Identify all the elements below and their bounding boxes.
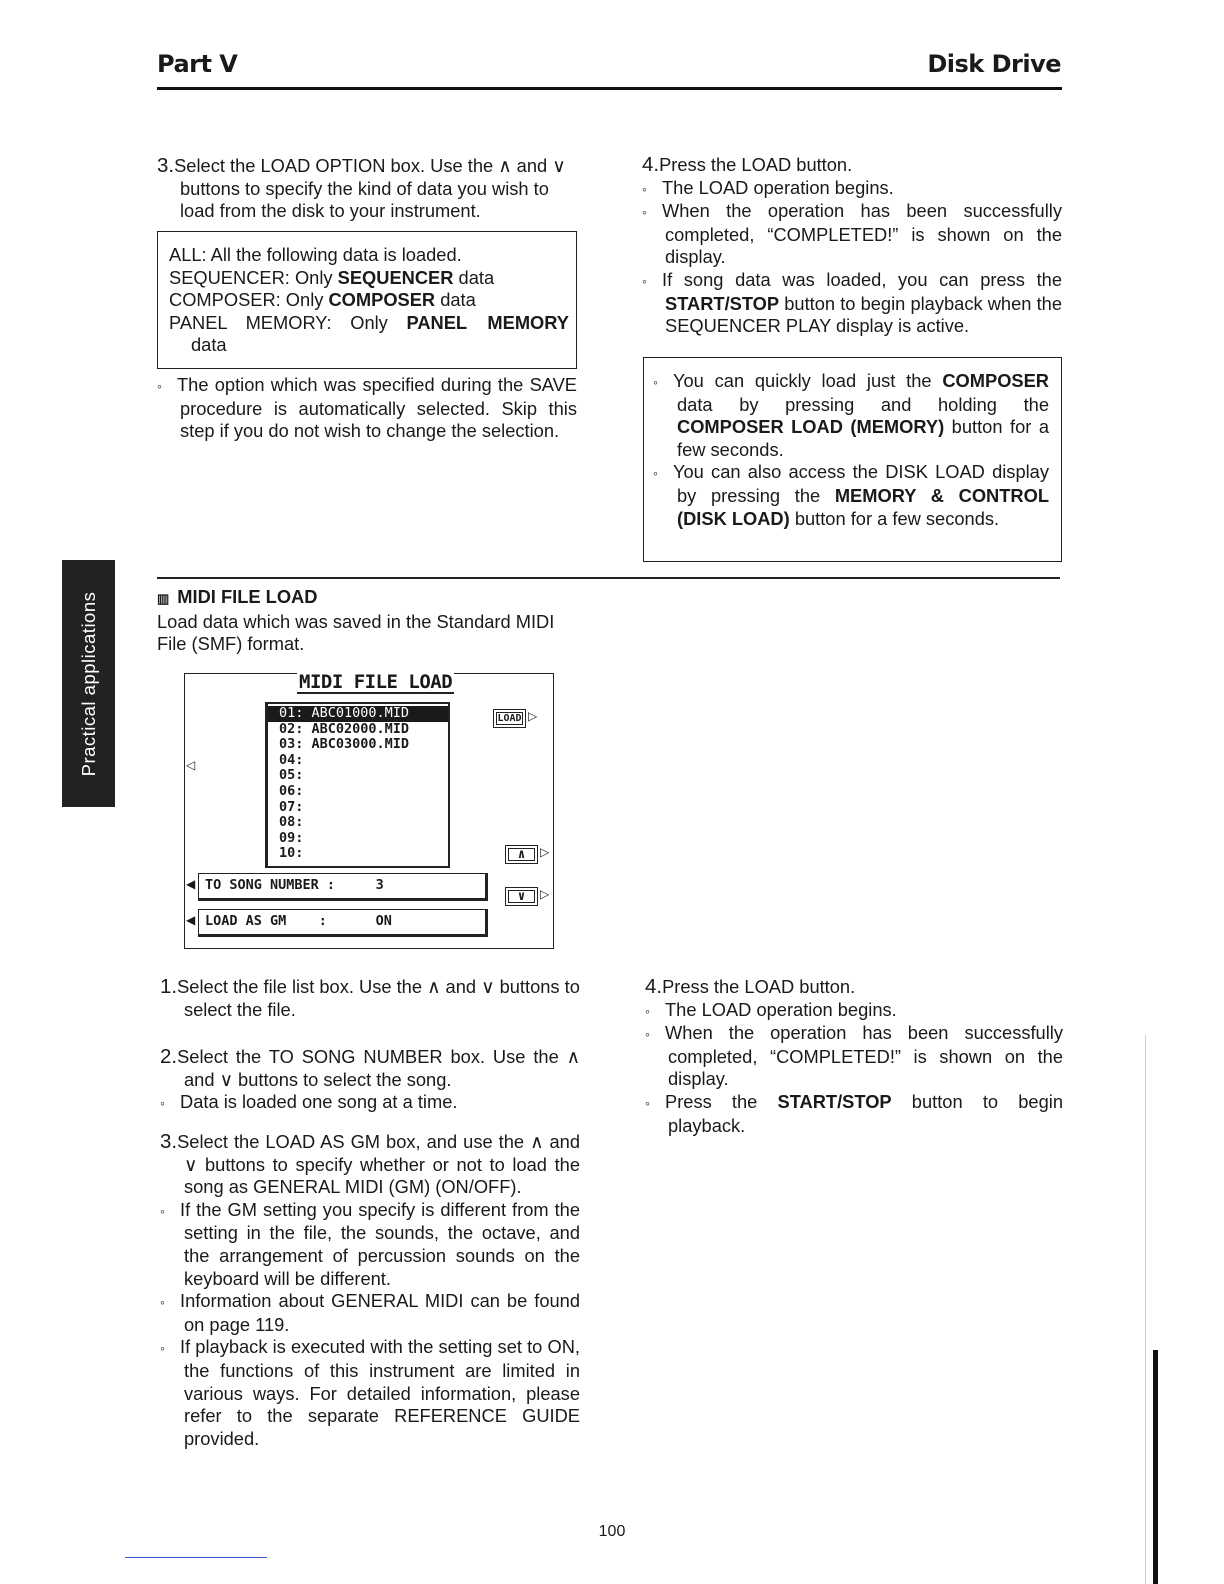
left-pointer-icon: ◀ bbox=[186, 877, 196, 891]
step-text: Press the LOAD button. bbox=[659, 154, 853, 175]
bullet: ◦ The LOAD operation begins. bbox=[645, 999, 1063, 1023]
part-label: Part V bbox=[157, 50, 238, 78]
step-number: 4. bbox=[642, 153, 660, 176]
section-title: Disk Drive bbox=[927, 50, 1061, 78]
file-item[interactable]: 03: ABC03000.MID bbox=[279, 736, 410, 753]
load-step-3 bbox=[157, 155, 577, 223]
right-pointer-icon: ▷ bbox=[540, 887, 550, 901]
step-number: 4. bbox=[645, 975, 663, 998]
bullet: ◦ If the GM setting you specify is different from the setting in the file, the sounds, the octave, and the arrangement of percussion sounds on the keyboard will be different. bbox=[160, 1199, 580, 1290]
load-option-note: ◦ The option which was specified during the SAVE procedure is automatically selected. Skip this step if you do not wish to change the selection. bbox=[157, 374, 577, 443]
page-number: 100 bbox=[598, 1523, 626, 1540]
midi-steps-left bbox=[160, 976, 580, 1450]
tip-bullet: ◦ You can quickly load just the COMPOSER data by pressing and holding the COMPOSER LOAD (MEMORY) button for a few seconds. bbox=[653, 370, 1049, 461]
up-button[interactable]: ∧ bbox=[505, 845, 538, 864]
tip-box bbox=[643, 357, 1062, 562]
step-text: Press the LOAD button. bbox=[662, 976, 856, 997]
bullet: ◦ Information about GENERAL MIDI can be found on page 119. bbox=[160, 1290, 580, 1336]
bullet: ◦ Data is loaded one song at a time. bbox=[160, 1091, 580, 1115]
option-sequencer: SEQUENCER: Only SEQUENCER data bbox=[169, 266, 495, 288]
midi-section-heading bbox=[157, 586, 587, 656]
right-pointer-icon: ▷ bbox=[528, 709, 538, 723]
right-pointer-icon: ▷ bbox=[540, 845, 550, 859]
scan-edge-bar bbox=[1153, 1350, 1158, 1584]
section-rule bbox=[157, 577, 1060, 579]
step-text: Select the TO SONG NUMBER box. Use the ∧ and ∨ buttons to select the song. bbox=[177, 1046, 580, 1090]
bullet: ◦ The LOAD operation begins. bbox=[642, 177, 1062, 201]
step-text: Select the LOAD OPTION box. Use the ∧ and ∨ buttons to specify the kind of data you wish to load from the disk to your instrument. bbox=[174, 155, 566, 222]
file-item-selected[interactable]: 01: ABC01000.MID bbox=[268, 706, 448, 722]
file-item[interactable]: 07: bbox=[279, 798, 304, 815]
file-item[interactable]: 06: bbox=[279, 782, 304, 799]
down-button[interactable]: ∨ bbox=[505, 887, 538, 906]
option-all: ALL: All the following data is loaded. bbox=[169, 244, 462, 265]
step-number: 2. bbox=[160, 1045, 178, 1069]
load-button[interactable]: LOAD bbox=[493, 709, 526, 728]
left-pointer-icon: ◁ bbox=[186, 758, 196, 772]
header-rule bbox=[157, 87, 1062, 90]
screen-title: MIDI FILE LOAD bbox=[299, 671, 453, 693]
step-number: 3. bbox=[160, 1129, 178, 1153]
to-song-number-field[interactable]: TO SONG NUMBER : 3 bbox=[198, 873, 488, 901]
step-number: 3. bbox=[157, 154, 175, 177]
step-text: Select the file list box. Use the ∧ and ∨ buttons to select the file. bbox=[177, 976, 580, 1020]
load-step-4 bbox=[642, 154, 1062, 338]
bullet: ◦ If song data was loaded, you can press the START/STOP button to begin playback when the SEQUENCER PLAY display is active. bbox=[642, 269, 1062, 338]
file-item[interactable]: 04: bbox=[279, 751, 304, 768]
bullet: ◦ When the operation has been successfully completed, “COMPLETED!” is shown on the display. bbox=[642, 200, 1062, 269]
bullet: ◦ When the operation has been successfully completed, “COMPLETED!” is shown on the display. bbox=[645, 1022, 1063, 1091]
midi-section-intro: Load data which was saved in the Standard MIDI File (SMF) format. bbox=[157, 610, 555, 655]
left-pointer-icon: ◀ bbox=[186, 913, 196, 927]
file-item[interactable]: 02: ABC02000.MID bbox=[279, 720, 410, 737]
file-item[interactable]: 09: bbox=[279, 829, 304, 846]
file-item[interactable]: 10: bbox=[279, 845, 304, 862]
scan-footer-line bbox=[125, 1557, 267, 1558]
bullet: ◦ If playback is executed with the setting set to ON, the functions of this instrument are limited in various ways. For detailed information, please refer to the separate REFERENCE GUIDE provided. bbox=[160, 1336, 580, 1450]
option-composer: COMPOSER: Only COMPOSER data bbox=[169, 289, 476, 311]
file-item[interactable]: 05: bbox=[279, 767, 304, 784]
option-panel-memory: PANEL MEMORY: Only PANEL MEMORY data bbox=[169, 311, 569, 356]
file-list[interactable] bbox=[265, 702, 450, 868]
side-tab bbox=[62, 560, 115, 807]
scan-edge-line bbox=[1145, 1035, 1146, 1584]
midi-file-load-screen bbox=[184, 673, 554, 949]
step-number: 1. bbox=[160, 975, 178, 998]
load-options-box bbox=[157, 231, 577, 369]
midi-step-4 bbox=[645, 976, 1063, 1137]
side-tab-label: Practical applications bbox=[77, 591, 99, 776]
bullet: ◦ Press the START/STOP button to begin playback. bbox=[645, 1091, 1063, 1137]
tip-bullet: ◦ You can also access the DISK LOAD display by pressing the MEMORY & CONTROL (DISK LOAD) button for a few seconds. bbox=[653, 461, 1049, 530]
midi-section-title: MIDI FILE LOAD bbox=[177, 586, 318, 607]
file-item[interactable]: 08: bbox=[279, 814, 304, 831]
load-as-gm-field[interactable]: LOAD AS GM : ON bbox=[198, 909, 488, 937]
step-text: Select the LOAD AS GM box, and use the ∧ and ∨ buttons to specify whether or not to load the song as GENERAL MIDI (GM) (ON/OFF). bbox=[177, 1130, 580, 1198]
section-marker-icon: ▥ bbox=[157, 591, 170, 606]
